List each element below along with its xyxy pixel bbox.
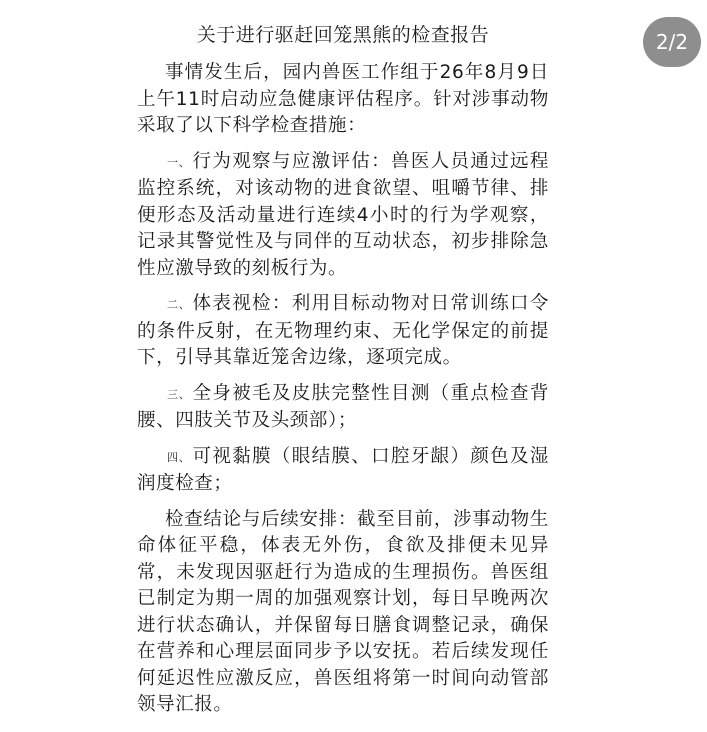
page-indicator-badge: 2/2 bbox=[643, 17, 701, 67]
check-item-3 bbox=[137, 381, 549, 435]
item-marker: 四、 bbox=[167, 450, 191, 464]
check-item-1 bbox=[137, 149, 549, 283]
item-marker: 二、 bbox=[167, 298, 191, 311]
item-text: 行为观察与应激评估：兽医人员通过远程监控系统，对该动物的进食欲望、咀嚼节律、排便形态及活动量进行连续4小时的行为学观察，记录其警觉性及与同伴的互动状态，初步排除急性应激导致的刻板行为。 bbox=[137, 150, 549, 279]
item-marker: 一、 bbox=[167, 155, 191, 169]
item-marker: 三、 bbox=[167, 387, 191, 401]
conclusion-paragraph: 检查结论与后续安排：截至目前，涉事动物生命体征平稳，体表无外伤，食欲及排便未见异常，未发现因驱赶行为造成的生理损伤。兽医组已制定为期一周的加强观察计划，每日早晚两次进行状态确认，并保留每日膳食调整记录，确保在营养和心理层面同步予以安抚。若后续发现任何延迟性应激反应，兽医组将第一时间向动管部领导汇报。 bbox=[137, 508, 549, 715]
report-document bbox=[137, 22, 549, 728]
item-text: 体表视检：利用目标动物对日常训练口令的条件反射，在无物理约束、无化学保定的前提下，引导其靠近笼舍边缘，逐项完成。 bbox=[137, 293, 549, 368]
intro-paragraph: 事情发生后，园内兽医工作组于26年8月9日上午11时启动应急健康评估程序。针对涉事动物采取了以下科学检查措施： bbox=[137, 62, 549, 136]
check-item-4 bbox=[137, 444, 549, 498]
item-text: 可视黏膜（眼结膜、口腔牙龈）颜色及湿润度检查； bbox=[137, 445, 549, 494]
item-text: 全身被毛及皮肤完整性目测（重点检查背腰、四肢关节及头颈部）； bbox=[137, 382, 549, 431]
report-title: 关于进行驱赶回笼黑熊的检查报告 bbox=[196, 24, 490, 46]
check-item-2 bbox=[137, 291, 549, 372]
